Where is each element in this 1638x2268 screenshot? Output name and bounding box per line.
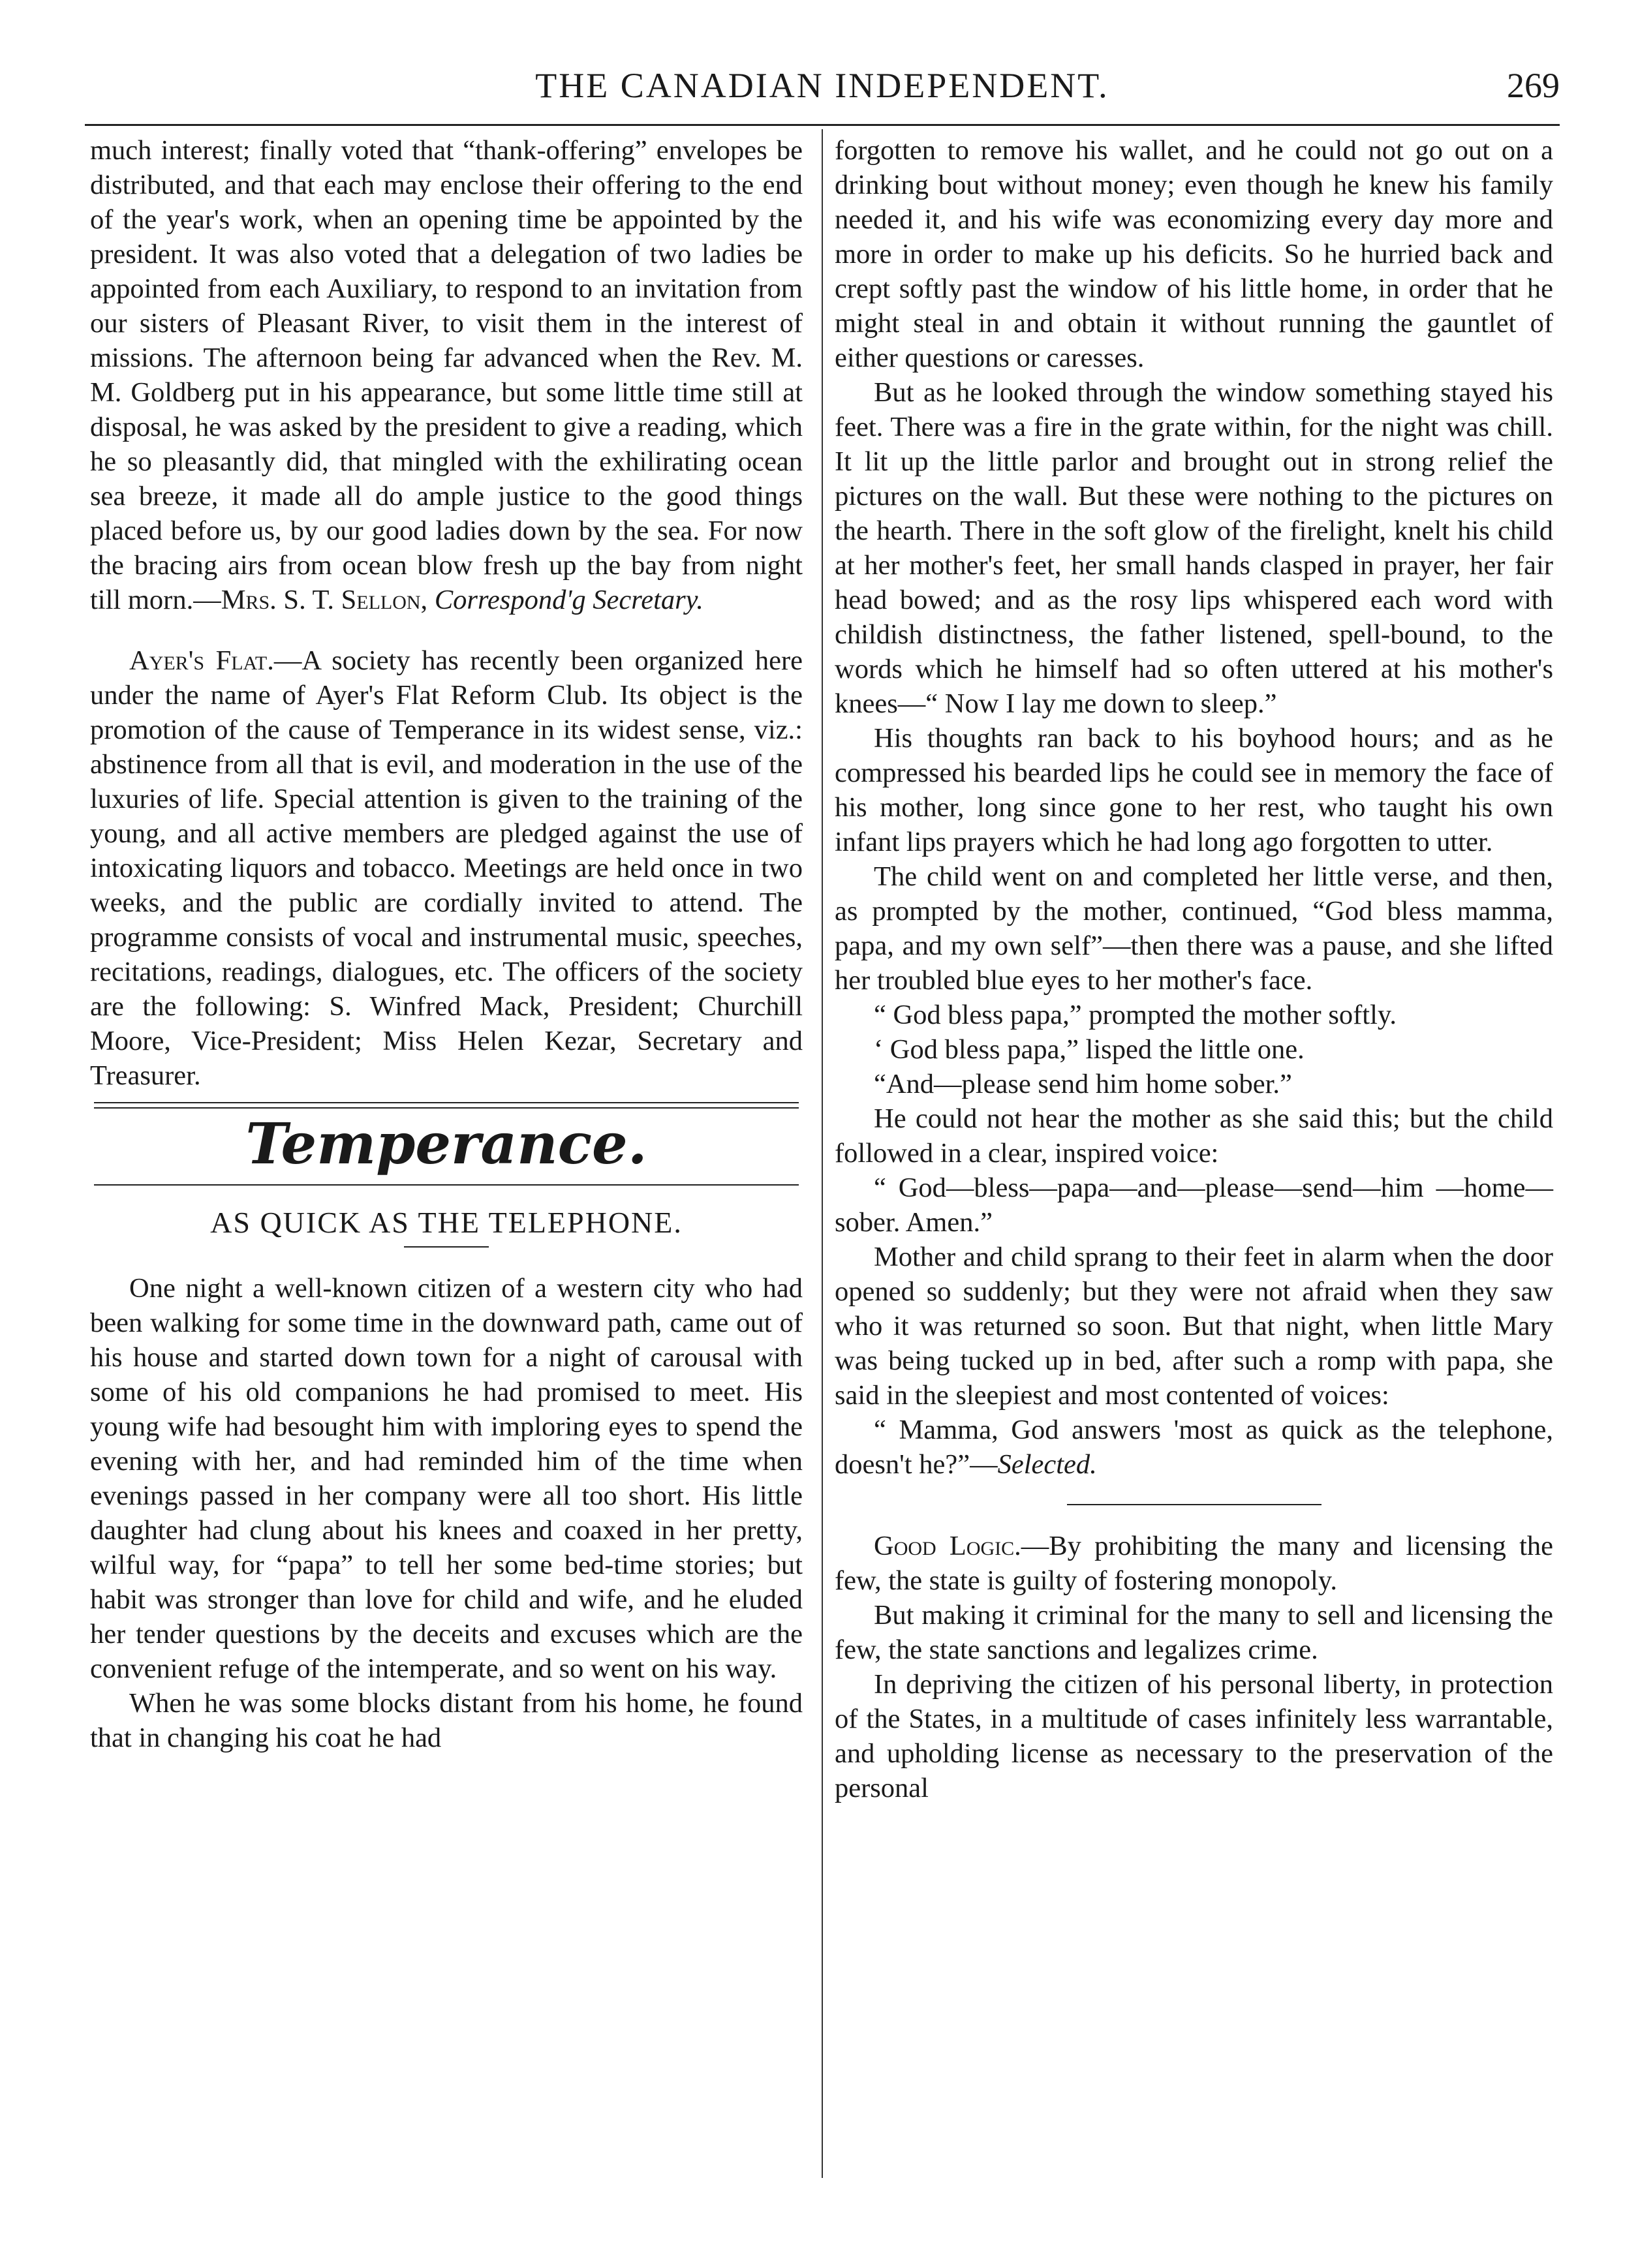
author-name: Mrs. S. T. Sellon, bbox=[221, 585, 428, 615]
short-rule bbox=[404, 1246, 489, 1248]
paragraph: His thoughts ran back to his boyhood hours; and as he compressed his bearded lips he could see in memory the face of his mother, long since gone to her rest, who taught his own infant lips prayers which he had long ago forgotten to utter. bbox=[835, 723, 1553, 857]
header-rule bbox=[85, 124, 1560, 126]
paragraph: He could not hear the mother as she said this; but the child followed in a clear, inspired voice: bbox=[835, 1103, 1553, 1169]
paragraph: Mother and child sprang to their feet in alarm when the door opened so suddenly; but they were not afraid when they saw who it was returned so soon. But that night, when little Mary was being tucked up in bed, after such a romp with papa, she said in the sleepiest and most contented of voices: bbox=[835, 1242, 1553, 1411]
paragraph: When he was some blocks distant from his home, he found that in changing his coat he had bbox=[90, 1688, 803, 1753]
paragraph: forgotten to remove his wallet, and he could not go out on a drinking bout without money; even though he knew his family needed it, and his wife was economizing every day more and more in order to make up his deficits. So he hurried back and crept softly past the window of his little home, in order that he might steal in and obtain it without running the gauntlet of either questions or caresses. bbox=[835, 135, 1553, 373]
paragraph: The child went on and completed her little verse, and then, as prompted by the mother, continued, “God bless mamma, papa, and my own self”—then there was a pause, and she lifted her troubled blue eyes to her mother's face. bbox=[835, 861, 1553, 996]
paragraph-text: much interest; finally voted that “thank-offering” envelopes be distributed, and that each may enclose their offering to the end of the year's work, when an opening time be appointed by the president. It was also voted that a delegation of two ladies be appointed from each Auxiliary, to respond to an invitation from our sisters of Pleasant River, to visit them in the interest of missions. The afternoon being far advanced when the Rev. M. M. Goldberg put in his appearance, but some little time still at disposal, he was asked by the president to give a reading, which he so pleasantly did, that mingled with the exhilirating ocean sea breeze, it made all do ample justice to the good things placed before us, by our good ladies down by the sea. For now the bracing airs from ocean blow fresh up the bay from night till morn.— bbox=[90, 135, 803, 615]
paragraph-text: “ Mamma, God answers 'most as quick as the telephone, doesn't he?”— bbox=[835, 1415, 1553, 1480]
paragraph-lead: Ayer's Flat. bbox=[129, 645, 274, 676]
author-role: Correspond'g Secretary. bbox=[434, 585, 703, 615]
page-number: 269 bbox=[1507, 66, 1560, 105]
paragraph: “And—please send him home sober.” bbox=[874, 1069, 1292, 1099]
source-credit: Selected. bbox=[997, 1449, 1097, 1480]
spacer bbox=[90, 617, 803, 643]
paragraph: But as he looked through the window something stayed his feet. There was a fire in the grate within, for the night was chill. It lit up the little parlor and brought out in strong relief the pictures on the wall. But these were nothing to the pictures on the hearth. There in the soft glow of the firelight, knelt his child at her mother's feet, her small hands clasped in prayer, her fair head bowed; and as the rosy lips whispered each word with childish distinctness, the father listened, spell-bound, to the words which he himself had so often uttered at his mother's knees—“ Now I lay me down to sleep.” bbox=[835, 377, 1553, 719]
paragraph: But making it criminal for the many to sell and licensing the few, the state sanctions and legalizes crime. bbox=[835, 1600, 1553, 1665]
double-rule bbox=[94, 1102, 799, 1109]
rule bbox=[1067, 1504, 1321, 1505]
paragraph bbox=[90, 643, 803, 1093]
paragraph: In depriving the citizen of his personal liberty, in protection of the States, in a multitude of cases infinitely less warrantable, and upholding license as necessary to the preservation of the personal bbox=[835, 1669, 1553, 1803]
paragraph bbox=[90, 133, 803, 617]
article-title: AS QUICK AS THE TELEPHONE. bbox=[210, 1206, 683, 1239]
rule bbox=[94, 1184, 799, 1186]
page-header bbox=[85, 65, 1560, 117]
paragraph-text: —By prohibiting the many and licensing the few, the state is guilty of fostering monopoly. bbox=[835, 1531, 1553, 1596]
section-header bbox=[90, 1102, 803, 1186]
paragraph-text: —A society has recently been organized here under the name of Ayer's Flat Reform Club. Its object is the promotion of the cause of Temperance in its widest sense, viz.: abstinence from all that is evil, and moderation in the use of the luxuries of life. Special attention is given to the training of the young, and all active members are pledged against the use of intoxicating liquors and tobacco. Meetings are held once in two weeks, and the public are cordially invited to attend. The programme consists of vocal and instrumental music, speeches, recitations, readings, dialogues, etc. The officers of the society are the following: S. Winfred Mack, President; Churchill Moore, Vice-President; Miss Helen Kezar, Secretary and Treasurer. bbox=[90, 645, 803, 1091]
paragraph-lead: Good Logic. bbox=[874, 1531, 1021, 1561]
right-column bbox=[835, 133, 1553, 1805]
journal-title: THE CANADIAN INDEPENDENT. bbox=[535, 66, 1109, 105]
paragraph bbox=[835, 1529, 1553, 1598]
paragraph: One night a well-known citizen of a western city who had been walking for some time in the downward path, came out of his house and started down town for a night of carousal with some of his old companions he had promised to meet. His young wife had besought him with imploring eyes to spend the evening with her, and had reminded him of the time when evenings passed in her company were all too short. His little daughter had clung about his knees and coaxed in her pretty, wilful way, for “papa” to tell her some bed-time stories; but habit was stronger than love for child and wife, and he eluded her tender questions by the deceits and excuses which are the convenient refuge of the intemperate, and so went on his way. bbox=[90, 1273, 803, 1684]
section-title: Temperance. bbox=[245, 1111, 647, 1177]
paragraph bbox=[835, 1413, 1553, 1482]
column-divider bbox=[822, 129, 823, 2178]
paragraph: “ God bless papa,” prompted the mother softly. bbox=[874, 1000, 1397, 1030]
left-column bbox=[90, 133, 803, 1755]
paragraph: “ God—bless—papa—and—please—send—him —home—sober. Amen.” bbox=[835, 1172, 1553, 1238]
paragraph: ‘ God bless papa,” lisped the little one. bbox=[874, 1034, 1305, 1065]
